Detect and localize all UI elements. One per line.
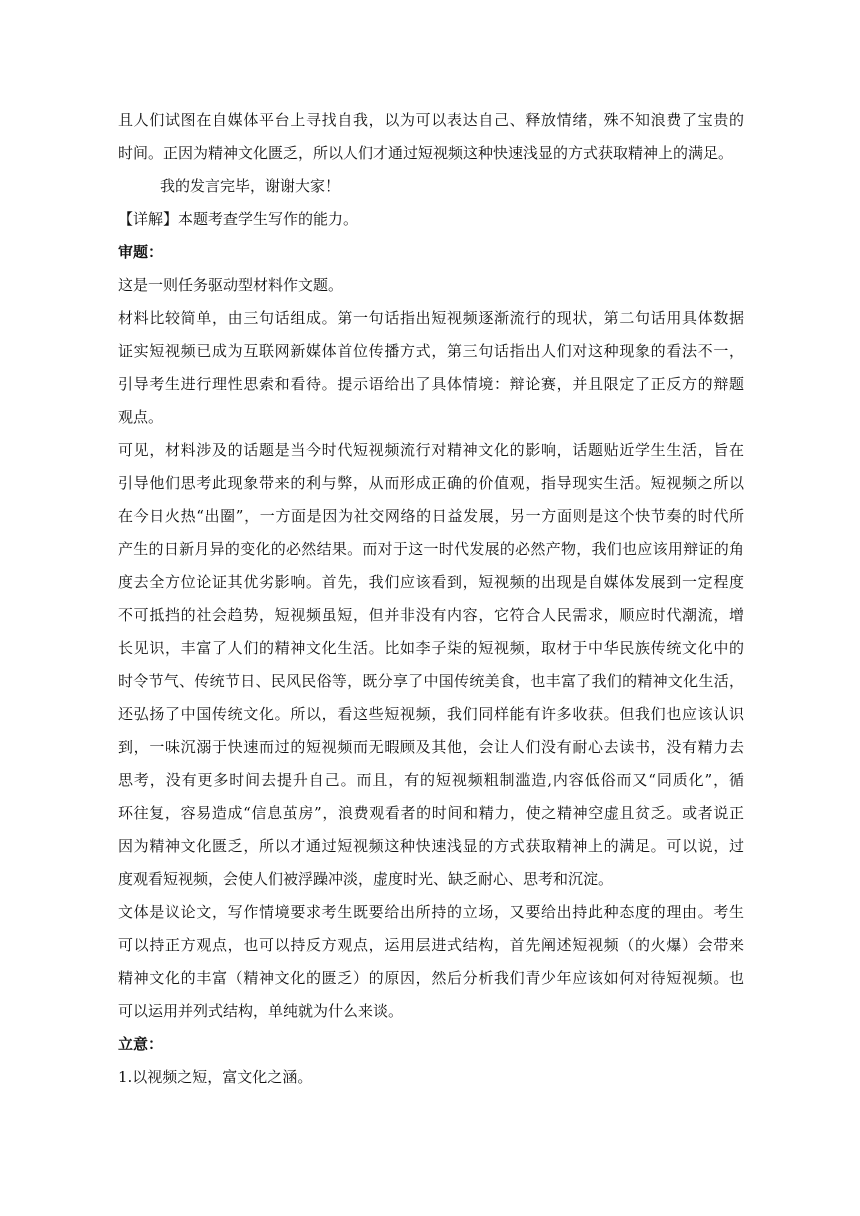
paragraph-analysis: [118, 434, 744, 896]
closing-remark: 我的发言完毕，谢谢大家！: [160, 177, 341, 195]
section-heading-liyi: 立意：: [118, 1035, 164, 1053]
text-line: 环往复，容易造成“信息茧房”，浪费观看者的时间和精力，使之精神空虚且贫乏。或者说正: [118, 804, 744, 822]
text-line: 思考，没有更多时间去提升自己。而且，有的短视频粗制滥造,内容低俗而又“同质化”，循: [118, 771, 744, 789]
text-line: 文体是议论文，写作情境要求考生既要给出所持的立场，又要给出持此种态度的理由。考生: [118, 903, 744, 921]
section-heading-shenti: 审题：: [118, 243, 164, 261]
text-line: 且人们试图在自媒体平台上寻找自我，以为可以表达自己、释放情绪，殊不知浪费了宝贵的: [118, 111, 744, 129]
text-line: 时令节气、传统节日、民风民俗等，既分享了中国传统美食，也丰富了我们的精神文化生活，: [118, 672, 744, 690]
text-line: 材料比较简单，由三句话组成。第一句话指出短视频逐渐流行的现状，第二句话用具体数据: [118, 309, 744, 327]
text-line: 可见，材料涉及的话题是当今时代短视频流行对精神文化的影响，话题贴近学生生活，旨在: [118, 441, 744, 459]
text-line: 引导考生进行理性思索和看待。提示语给出了具体情境：辩论赛，并且限定了正反方的辩题: [118, 375, 744, 393]
text-line: 精神文化的丰富（精神文化的匮乏）的原因，然后分析我们青少年应该如何对待短视频。也: [118, 969, 744, 987]
paragraph-material: [118, 302, 744, 434]
text-line: 不可抵挡的社会趋势，短视频虽短，但并非没有内容，它符合人民需求，顺应时代潮流，增: [118, 606, 744, 624]
text-line: 时间。正因为精神文化匮乏，所以人们才通过短视频这种快速浅显的方式获取精神上的满足。: [118, 144, 734, 162]
text-line: 在今日火热“出圈”，一方面是因为社交网络的日益发展，另一方面则是这个快节奏的时代所: [118, 507, 744, 525]
text-line: 观点。: [118, 408, 164, 426]
text-line: 证实短视频已成为互联网新媒体首位传播方式，第三句话指出人们对这种现象的看法不一，: [118, 342, 744, 360]
text-line: 引导他们思考此现象带来的利与弊，从而形成正确的价值观，指导现实生活。短视频之所以: [118, 474, 744, 492]
text-line: 因为精神文化匮乏，所以才通过短视频这种快速浅显的方式获取精神上的满足。可以说，过: [118, 837, 744, 855]
detail-note: 【详解】本题考查学生写作的能力。: [118, 210, 359, 228]
text-line: 可以运用并列式结构，单纯就为什么来谈。: [118, 1002, 404, 1020]
text-line: 可以持正方观点，也可以持反方观点，运用层进式结构，首先阐述短视频（的火爆）会带来: [118, 936, 744, 954]
text-line: 到，一味沉溺于快速而过的短视频而无暇顾及其他，会让人们没有耐心去读书，没有精力去: [118, 738, 744, 756]
point-one: 1.以视频之短，富文化之涵。: [118, 1068, 313, 1086]
paragraph-top: [118, 104, 744, 170]
text-line: 度去全方位论证其优劣影响。首先，我们应该看到，短视频的出现是自媒体发展到一定程度: [118, 573, 744, 591]
task-line: 这是一则任务驱动型材料作文题。: [118, 276, 344, 294]
text-line: 还弘扬了中国传统文化。所以，看这些短视频，我们同样能有许多收获。但我们也应该认识: [118, 705, 744, 723]
text-line: 产生的日新月异的变化的必然结果。而对于这一时代发展的必然产物，我们也应该用辩证的角: [118, 540, 744, 558]
text-line: 长见识，丰富了人们的精神文化生活。比如李子柒的短视频，取材于中华民族传统文化中的: [118, 639, 744, 657]
text-line: 度观看短视频，会使人们被浮躁冲淡，虚度时光、缺乏耐心、思考和沉淀。: [118, 870, 614, 888]
paragraph-style: [118, 896, 744, 1028]
